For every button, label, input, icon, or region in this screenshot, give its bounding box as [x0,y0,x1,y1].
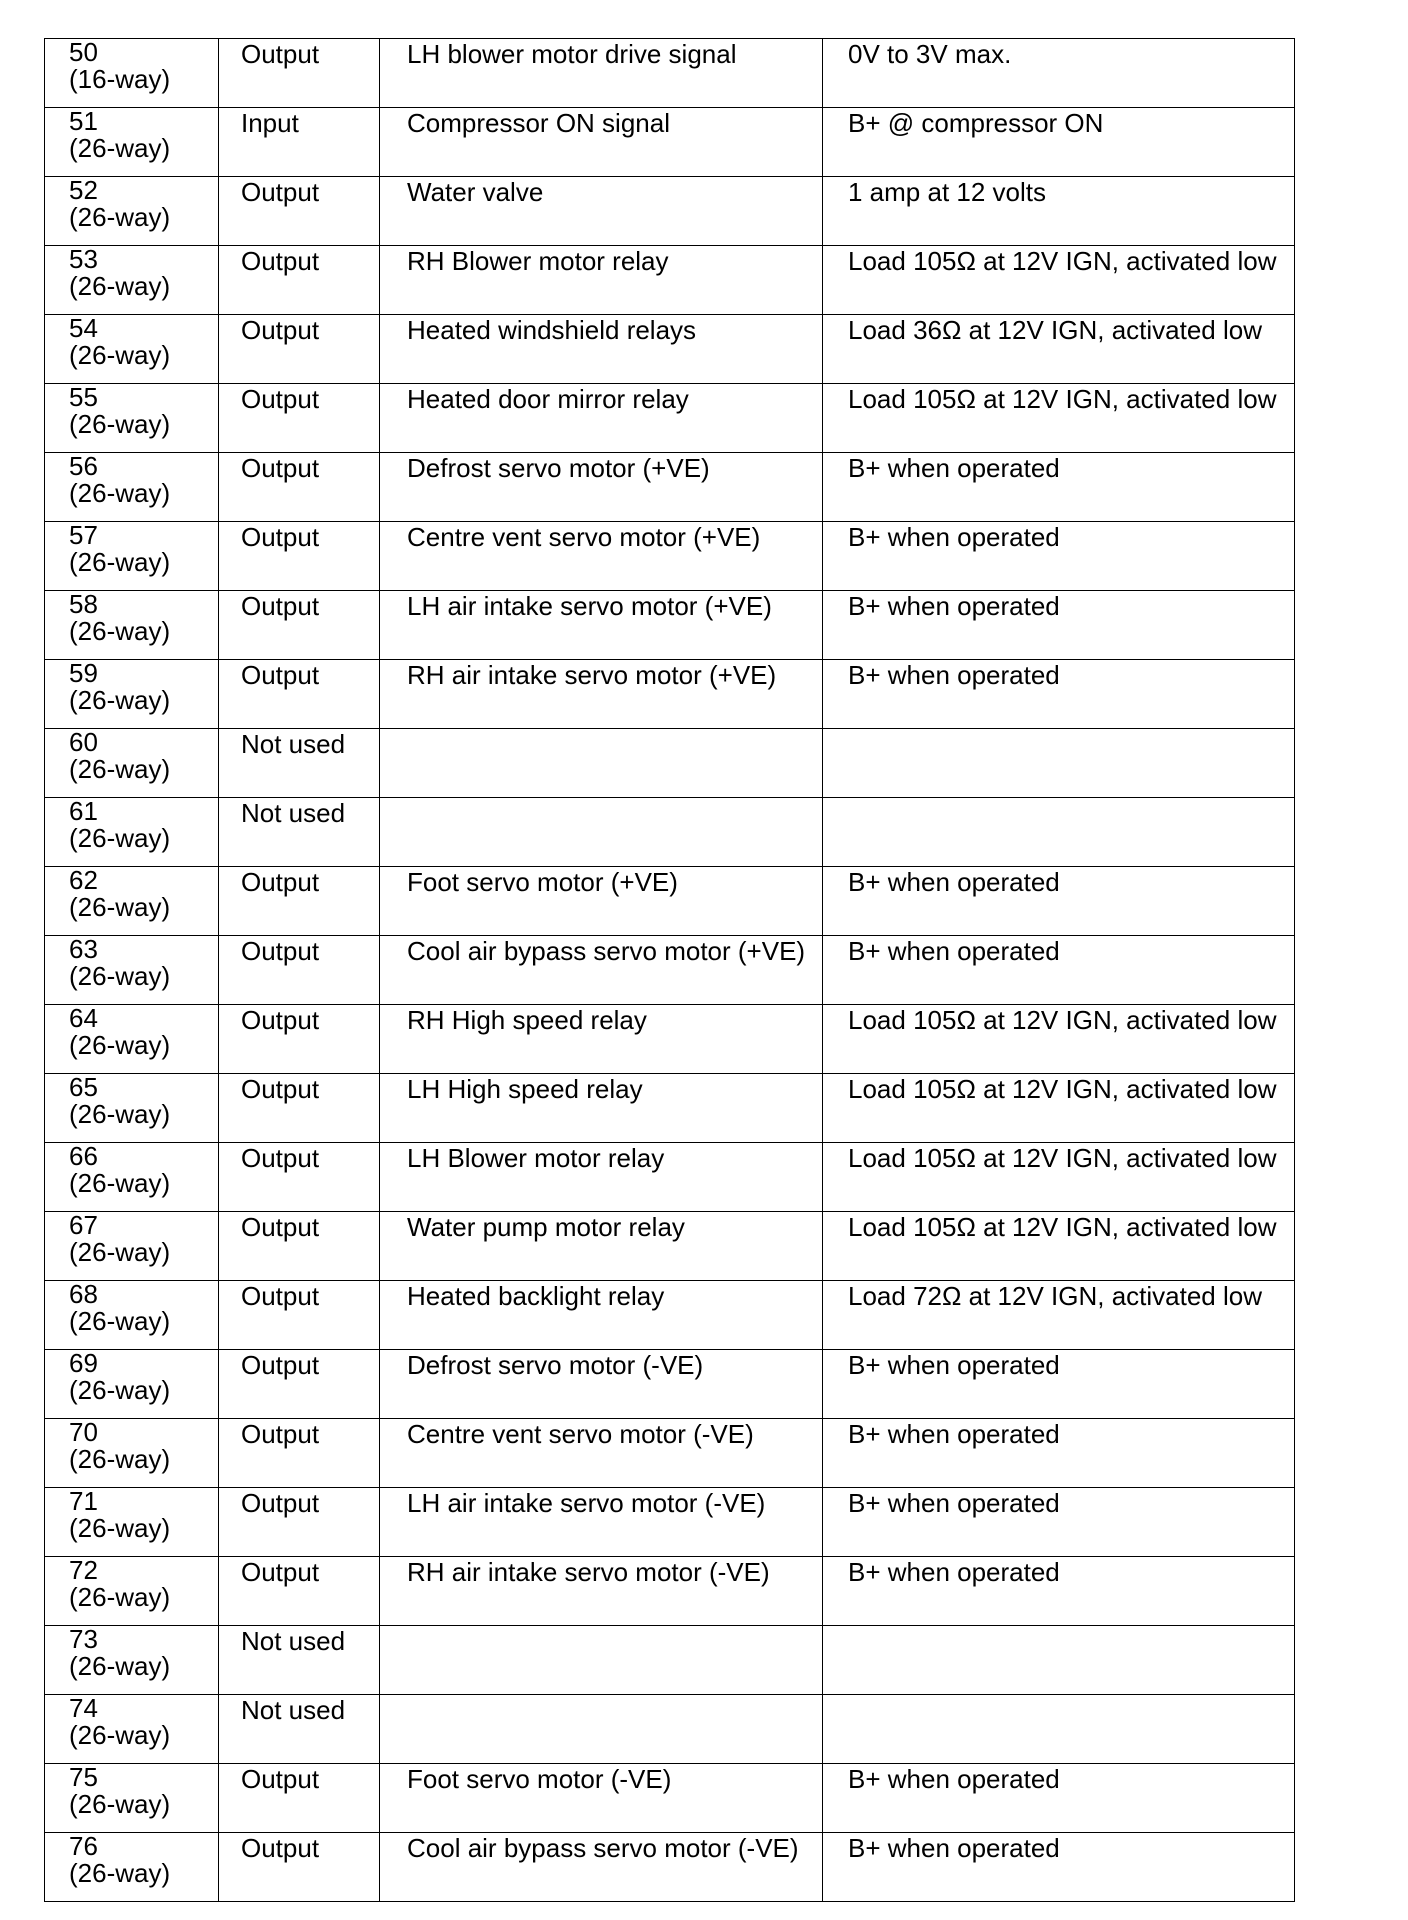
value-cell: B+ when operated [823,1419,1295,1488]
pin-cell [45,1557,219,1626]
pin-cell [45,522,219,591]
pin-cell [45,1350,219,1419]
pin-number: 72 [69,1555,98,1585]
signal-type-cell: Output [219,39,380,108]
description-cell: Defrost servo motor (+VE) [380,453,823,522]
pin-number: 64 [69,1003,98,1033]
pin-number: 65 [69,1072,98,1102]
pin-cell [45,177,219,246]
table-row [45,108,1295,177]
pin-number: 57 [69,520,98,550]
connector-type: (26-way) [69,202,171,232]
value-cell: B+ when operated [823,1557,1295,1626]
pin-number: 76 [69,1831,98,1861]
pin-cell [45,1833,219,1902]
table-row [45,1212,1295,1281]
table-row [45,591,1295,660]
table-row [45,1764,1295,1833]
signal-type-cell: Output [219,522,380,591]
value-cell: Load 72Ω at 12V IGN, activated low [823,1281,1295,1350]
signal-type-cell: Output [219,1005,380,1074]
description-cell: LH Blower motor relay [380,1143,823,1212]
pin-number: 73 [69,1624,98,1654]
pin-number: 52 [69,175,98,205]
table-row [45,384,1295,453]
value-cell: Load 105Ω at 12V IGN, activated low [823,1005,1295,1074]
pin-cell [45,1626,219,1695]
signal-type-cell: Output [219,1281,380,1350]
pin-cell [45,798,219,867]
connector-type: (26-way) [69,1099,171,1129]
connector-type: (26-way) [69,1720,171,1750]
pin-cell [45,867,219,936]
pin-cell [45,246,219,315]
description-cell: RH Blower motor relay [380,246,823,315]
description-cell: RH High speed relay [380,1005,823,1074]
signal-type-cell: Output [219,384,380,453]
table-row [45,936,1295,1005]
table-row [45,867,1295,936]
description-cell: LH blower motor drive signal [380,39,823,108]
pin-number: 74 [69,1693,98,1723]
signal-type-cell: Output [219,1557,380,1626]
table-row [45,315,1295,384]
description-cell [380,729,823,798]
pin-number: 62 [69,865,98,895]
connector-type: (26-way) [69,478,171,508]
description-cell: Water valve [380,177,823,246]
value-cell: B+ when operated [823,591,1295,660]
value-cell: Load 105Ω at 12V IGN, activated low [823,1074,1295,1143]
description-cell: Foot servo motor (-VE) [380,1764,823,1833]
table-row [45,1143,1295,1212]
connector-type: (26-way) [69,892,171,922]
value-cell [823,1695,1295,1764]
signal-type-cell: Output [219,660,380,729]
description-cell: Cool air bypass servo motor (+VE) [380,936,823,1005]
signal-type-cell: Output [219,1143,380,1212]
pin-table [44,38,1295,1902]
pin-number: 75 [69,1762,98,1792]
value-cell: B+ when operated [823,1833,1295,1902]
pin-cell [45,453,219,522]
connector-type: (16-way) [69,64,171,94]
description-cell: Heated backlight relay [380,1281,823,1350]
pin-cell [45,1212,219,1281]
value-cell: B+ when operated [823,522,1295,591]
table-row [45,1074,1295,1143]
connector-type: (26-way) [69,685,171,715]
signal-type-cell: Output [219,453,380,522]
description-cell: Compressor ON signal [380,108,823,177]
pin-number: 60 [69,727,98,757]
connector-type: (26-way) [69,616,171,646]
signal-type-cell: Output [219,1074,380,1143]
signal-type-cell: Output [219,591,380,660]
pin-cell [45,108,219,177]
pin-number: 54 [69,313,98,343]
value-cell: Load 105Ω at 12V IGN, activated low [823,1212,1295,1281]
pin-cell [45,1488,219,1557]
connector-type: (26-way) [69,1168,171,1198]
table-row [45,1833,1295,1902]
signal-type-cell: Output [219,867,380,936]
pin-number: 67 [69,1210,98,1240]
value-cell [823,729,1295,798]
pin-number: 55 [69,382,98,412]
pin-number: 61 [69,796,98,826]
connector-type: (26-way) [69,1651,171,1681]
description-cell: RH air intake servo motor (+VE) [380,660,823,729]
signal-type-cell: Input [219,108,380,177]
description-cell: LH air intake servo motor (+VE) [380,591,823,660]
connector-type: (26-way) [69,1582,171,1612]
connector-type: (26-way) [69,754,171,784]
signal-type-cell: Output [219,246,380,315]
description-cell: Heated door mirror relay [380,384,823,453]
connector-type: (26-way) [69,271,171,301]
signal-type-cell: Output [219,936,380,1005]
description-cell: Centre vent servo motor (-VE) [380,1419,823,1488]
table-row [45,1626,1295,1695]
value-cell: B+ when operated [823,660,1295,729]
signal-type-cell: Output [219,1488,380,1557]
signal-type-cell: Not used [219,1626,380,1695]
connector-type: (26-way) [69,1306,171,1336]
table-row [45,1005,1295,1074]
pin-number: 70 [69,1417,98,1447]
pin-cell [45,729,219,798]
description-cell: Cool air bypass servo motor (-VE) [380,1833,823,1902]
table-row [45,453,1295,522]
connector-type: (26-way) [69,961,171,991]
pin-number: 56 [69,451,98,481]
pin-number: 71 [69,1486,98,1516]
table-row [45,1695,1295,1764]
table-row [45,1350,1295,1419]
table-row [45,177,1295,246]
table-row [45,39,1295,108]
pin-cell [45,1695,219,1764]
value-cell: Load 36Ω at 12V IGN, activated low [823,315,1295,384]
pin-cell [45,1143,219,1212]
description-cell [380,1626,823,1695]
pin-cell [45,660,219,729]
pin-number: 59 [69,658,98,688]
description-cell: LH High speed relay [380,1074,823,1143]
connector-type: (26-way) [69,409,171,439]
table-row [45,660,1295,729]
description-cell: Water pump motor relay [380,1212,823,1281]
value-cell [823,798,1295,867]
table-row [45,798,1295,867]
description-cell: Centre vent servo motor (+VE) [380,522,823,591]
pin-number: 69 [69,1348,98,1378]
signal-type-cell: Not used [219,1695,380,1764]
signal-type-cell: Not used [219,729,380,798]
value-cell: 0V to 3V max. [823,39,1295,108]
value-cell: 1 amp at 12 volts [823,177,1295,246]
value-cell: Load 105Ω at 12V IGN, activated low [823,246,1295,315]
description-cell: Foot servo motor (+VE) [380,867,823,936]
signal-type-cell: Output [219,1212,380,1281]
table-row [45,1488,1295,1557]
pin-number: 68 [69,1279,98,1309]
connector-type: (26-way) [69,1237,171,1267]
table-row [45,522,1295,591]
value-cell: B+ when operated [823,867,1295,936]
pin-cell [45,1419,219,1488]
value-cell: B+ when operated [823,453,1295,522]
value-cell [823,1626,1295,1695]
description-cell [380,798,823,867]
pin-number: 50 [69,37,98,67]
signal-type-cell: Output [219,1419,380,1488]
value-cell: B+ when operated [823,936,1295,1005]
table-row [45,1557,1295,1626]
connector-type: (26-way) [69,547,171,577]
connector-type: (26-way) [69,133,171,163]
connector-type: (26-way) [69,1513,171,1543]
connector-type: (26-way) [69,1030,171,1060]
pin-cell [45,591,219,660]
pin-cell [45,936,219,1005]
description-cell: Heated windshield relays [380,315,823,384]
signal-type-cell: Output [219,1764,380,1833]
signal-type-cell: Output [219,315,380,384]
signal-type-cell: Output [219,177,380,246]
pin-number: 58 [69,589,98,619]
signal-type-cell: Output [219,1833,380,1902]
value-cell: B+ when operated [823,1350,1295,1419]
signal-type-cell: Output [219,1350,380,1419]
connector-type: (26-way) [69,1375,171,1405]
value-cell: B+ when operated [823,1764,1295,1833]
pin-number: 53 [69,244,98,274]
value-cell: Load 105Ω at 12V IGN, activated low [823,1143,1295,1212]
value-cell: B+ when operated [823,1488,1295,1557]
connector-type: (26-way) [69,823,171,853]
pin-number: 63 [69,934,98,964]
description-cell [380,1695,823,1764]
value-cell: Load 105Ω at 12V IGN, activated low [823,384,1295,453]
value-cell: B+ @ compressor ON [823,108,1295,177]
description-cell: LH air intake servo motor (-VE) [380,1488,823,1557]
connector-type: (26-way) [69,1858,171,1888]
pin-cell [45,1074,219,1143]
pin-cell [45,384,219,453]
pin-cell [45,39,219,108]
pin-cell [45,1005,219,1074]
connector-type: (26-way) [69,1789,171,1819]
signal-type-cell: Not used [219,798,380,867]
pin-cell [45,1281,219,1350]
connector-type: (26-way) [69,1444,171,1474]
pin-table-body [45,39,1295,1902]
description-cell: RH air intake servo motor (-VE) [380,1557,823,1626]
connector-type: (26-way) [69,340,171,370]
pin-number: 51 [69,106,98,136]
description-cell: Defrost servo motor (-VE) [380,1350,823,1419]
table-row [45,1281,1295,1350]
table-row [45,729,1295,798]
pin-cell [45,1764,219,1833]
pin-number: 66 [69,1141,98,1171]
table-row [45,246,1295,315]
table-row [45,1419,1295,1488]
pin-cell [45,315,219,384]
